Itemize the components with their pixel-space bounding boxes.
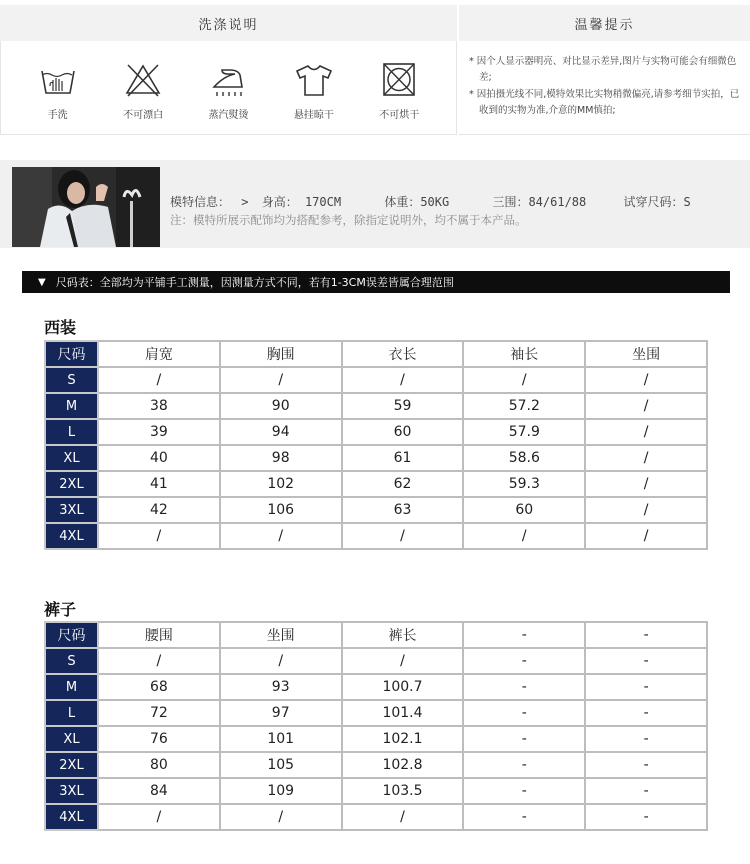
header-cell: 胸围 <box>220 341 342 367</box>
table-cell: 57.9 <box>463 419 585 445</box>
model-info-label: 模特信息： <box>170 195 231 209</box>
table-cell: 101.4 <box>342 700 464 726</box>
table-cell: / <box>98 367 220 393</box>
table-cell: 102.8 <box>342 752 464 778</box>
table-cell: / <box>585 523 707 549</box>
size-cell: S <box>45 367 98 393</box>
table-cell: 90 <box>220 393 342 419</box>
table-cell: - <box>463 648 585 674</box>
table-row <box>45 700 707 726</box>
table-cell: 80 <box>98 752 220 778</box>
table-cell: - <box>463 752 585 778</box>
table-cell: 38 <box>98 393 220 419</box>
care-item-steam-iron <box>188 61 268 121</box>
table-cell: 61 <box>342 445 464 471</box>
size-cell: XL <box>45 726 98 752</box>
pants-section-title: 裤子 <box>44 600 77 619</box>
table-row <box>45 419 707 445</box>
table-cell: 62 <box>342 471 464 497</box>
table-cell: / <box>98 648 220 674</box>
table-cell: / <box>585 367 707 393</box>
table-row <box>45 367 707 393</box>
header-cell: 尺码 <box>45 341 98 367</box>
table-cell: 39 <box>98 419 220 445</box>
size-cell: 3XL <box>45 778 98 804</box>
model-photo <box>12 167 160 247</box>
suit-size-table <box>44 340 708 550</box>
table-row <box>45 726 707 752</box>
table-cell: / <box>342 367 464 393</box>
table-cell: - <box>463 700 585 726</box>
care-item-hand-wash <box>18 61 98 121</box>
table-cell: / <box>342 804 464 830</box>
table-cell: 72 <box>98 700 220 726</box>
hang-dry-icon <box>294 61 334 99</box>
size-cell: L <box>45 700 98 726</box>
care-item-no-tumble-dry <box>359 61 439 121</box>
table-cell: 63 <box>342 497 464 523</box>
size-cell: 3XL <box>45 497 98 523</box>
header-cell: 衣长 <box>342 341 464 367</box>
table-cell: 58.6 <box>463 445 585 471</box>
table-row <box>45 674 707 700</box>
table-cell: - <box>585 700 707 726</box>
no-bleach-icon <box>123 61 163 99</box>
model-info-panel <box>0 160 750 248</box>
table-cell: 60 <box>463 497 585 523</box>
table-cell: 60 <box>342 419 464 445</box>
model-note: 注：模特所展示配饰均为搭配参考，除指定说明外，均不属于本产品。 <box>170 213 527 227</box>
table-cell: - <box>463 674 585 700</box>
care-item-no-bleach <box>103 61 183 121</box>
table-cell: 59.3 <box>463 471 585 497</box>
table-cell: 93 <box>220 674 342 700</box>
table-cell: / <box>98 523 220 549</box>
size-cell: M <box>45 393 98 419</box>
care-label: 蒸汽熨烫 <box>208 110 249 121</box>
care-label: 悬挂晾干 <box>293 110 334 121</box>
table-cell: / <box>585 393 707 419</box>
no-tumble-dry-icon <box>379 61 419 99</box>
size-cell: 2XL <box>45 752 98 778</box>
size-chart-banner <box>22 271 730 293</box>
table-cell: - <box>585 726 707 752</box>
model-size: 试穿尺码：S <box>623 195 691 209</box>
care-title: 洗涤说明 <box>0 5 457 41</box>
notes-box <box>459 41 750 135</box>
table-cell: 109 <box>220 778 342 804</box>
size-cell: S <box>45 648 98 674</box>
table-cell: 102.1 <box>342 726 464 752</box>
steam-iron-icon <box>208 61 248 99</box>
care-label: 手洗 <box>47 110 68 121</box>
table-cell: - <box>463 804 585 830</box>
table-cell: / <box>585 497 707 523</box>
table-cell: 106 <box>220 497 342 523</box>
table-cell: / <box>220 804 342 830</box>
table-cell: 40 <box>98 445 220 471</box>
table-cell: 105 <box>220 752 342 778</box>
table-header-row <box>45 341 707 367</box>
table-cell: / <box>585 445 707 471</box>
table-cell: 68 <box>98 674 220 700</box>
table-row <box>45 471 707 497</box>
table-cell: - <box>463 778 585 804</box>
table-row <box>45 497 707 523</box>
table-cell: / <box>220 523 342 549</box>
table-row <box>45 445 707 471</box>
pants-size-table <box>44 621 708 831</box>
care-label: 不可漂白 <box>123 110 164 121</box>
model-info-line <box>170 193 691 210</box>
suit-section-title: 西装 <box>44 318 77 337</box>
table-header-row <box>45 622 707 648</box>
header-cell: - <box>463 622 585 648</box>
care-icons-box <box>0 41 457 135</box>
header-cell: 尺码 <box>45 622 98 648</box>
table-cell: / <box>98 804 220 830</box>
header-cell: 袖长 <box>463 341 585 367</box>
table-row <box>45 393 707 419</box>
header-cell: 肩宽 <box>98 341 220 367</box>
care-label: 不可烘干 <box>379 110 420 121</box>
table-row <box>45 648 707 674</box>
table-cell: - <box>585 778 707 804</box>
table-cell: / <box>220 367 342 393</box>
model-arrow: > <box>241 195 249 209</box>
note-line: * 因个人显示器明亮、对比显示差异,图片与实物可能会有细微色差; <box>469 56 737 83</box>
notes-title: 温馨提示 <box>459 5 750 41</box>
banner-text: 尺码表：全部均为平铺手工测量，因测量方式不同，若有1-3CM误差皆属合理范围 <box>55 276 454 289</box>
header-cell: - <box>585 622 707 648</box>
size-cell: 4XL <box>45 804 98 830</box>
table-row <box>45 804 707 830</box>
table-cell: - <box>585 752 707 778</box>
triangle-down-icon: ▼ <box>38 276 46 288</box>
table-cell: / <box>463 523 585 549</box>
table-cell: - <box>585 648 707 674</box>
table-cell: 98 <box>220 445 342 471</box>
table-cell: 103.5 <box>342 778 464 804</box>
table-cell: 42 <box>98 497 220 523</box>
size-cell: M <box>45 674 98 700</box>
table-row <box>45 778 707 804</box>
table-cell: 41 <box>98 471 220 497</box>
table-row <box>45 752 707 778</box>
table-cell: 76 <box>98 726 220 752</box>
care-panel <box>0 0 750 138</box>
size-cell: 4XL <box>45 523 98 549</box>
header-cell: 裤长 <box>342 622 464 648</box>
table-cell: 102 <box>220 471 342 497</box>
table-cell: 94 <box>220 419 342 445</box>
table-cell: / <box>463 367 585 393</box>
care-item-hang-dry <box>274 61 354 121</box>
table-cell: / <box>585 419 707 445</box>
table-cell: 97 <box>220 700 342 726</box>
table-cell: - <box>585 804 707 830</box>
table-cell: 100.7 <box>342 674 464 700</box>
size-cell: XL <box>45 445 98 471</box>
model-height: 身高： 170CM <box>261 195 342 209</box>
table-row <box>45 523 707 549</box>
table-cell: / <box>585 471 707 497</box>
table-cell: - <box>463 726 585 752</box>
header-cell: 腰围 <box>98 622 220 648</box>
header-cell: 坐围 <box>220 622 342 648</box>
note-line: * 因拍摄光线不同,模特效果比实物稍微偏亮,请参考细节实拍，已收到的实物为准,介意的MM慎拍; <box>469 89 740 116</box>
table-cell: 84 <box>98 778 220 804</box>
size-cell: L <box>45 419 98 445</box>
table-cell: - <box>585 674 707 700</box>
hand-wash-icon <box>38 61 78 99</box>
table-cell: 57.2 <box>463 393 585 419</box>
header-cell: 坐围 <box>585 341 707 367</box>
size-cell: 2XL <box>45 471 98 497</box>
model-measurements: 三围：84/61/88 <box>492 195 587 209</box>
table-cell: / <box>342 523 464 549</box>
table-cell: 59 <box>342 393 464 419</box>
table-cell: / <box>342 648 464 674</box>
table-cell: 101 <box>220 726 342 752</box>
table-cell: / <box>220 648 342 674</box>
model-weight: 体重：50KG <box>384 195 450 209</box>
